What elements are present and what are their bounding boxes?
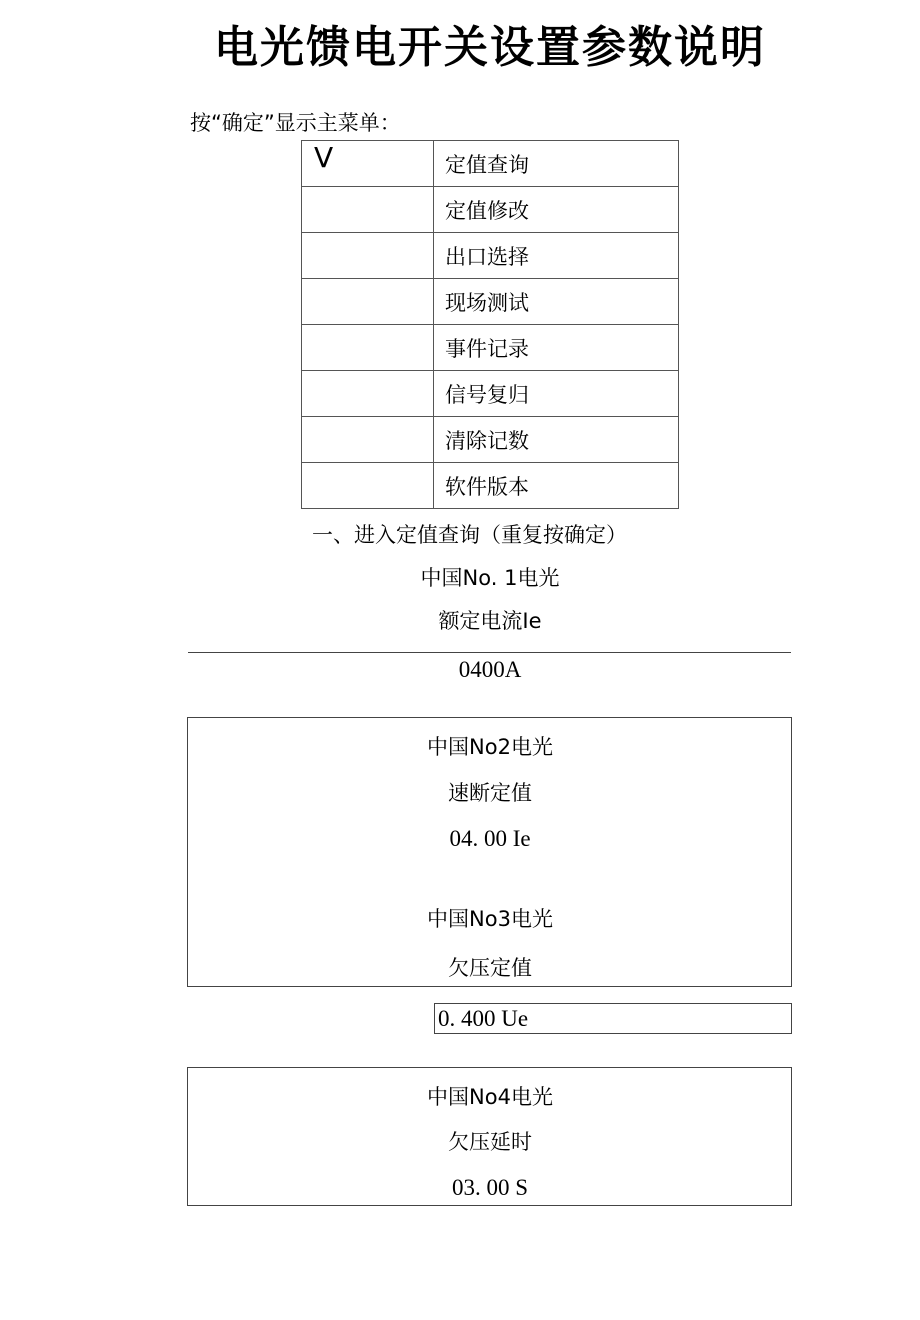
- no4-title: 中国No4电光: [427, 1085, 553, 1109]
- menu-row: [302, 463, 679, 509]
- no3-param: 欠压定值: [448, 956, 532, 980]
- no1-value: 0400A: [458, 657, 522, 682]
- no2-title: 中国No2电光: [427, 735, 553, 759]
- menu-row: [302, 417, 679, 463]
- menu-item-label: 信号复归: [434, 371, 679, 417]
- empty-cell: [302, 325, 434, 371]
- menu-item-label: 现场测试: [434, 279, 679, 325]
- menu-row: [302, 371, 679, 417]
- menu-row: [302, 233, 679, 279]
- no3-value: 0. 400 Ue: [438, 1006, 529, 1031]
- no3-value-box: [434, 1003, 792, 1034]
- no1-param: 额定电流Ie: [438, 609, 542, 633]
- check-mark: V: [302, 141, 434, 187]
- divider-line: [188, 652, 791, 653]
- menu-row: [302, 141, 679, 187]
- menu-item-label: 定值查询: [434, 141, 679, 187]
- no4-value: 03. 00 S: [451, 1175, 529, 1200]
- section-heading: 一、进入定值查询（重复按确定）: [312, 523, 627, 547]
- empty-cell: [302, 279, 434, 325]
- menu-item-label: 事件记录: [434, 325, 679, 371]
- empty-cell: [302, 187, 434, 233]
- menu-item-label: 软件版本: [434, 463, 679, 509]
- menu-row: [302, 187, 679, 233]
- no4-param: 欠压延时: [448, 1130, 532, 1154]
- menu-row: [302, 279, 679, 325]
- page-title: 电光馈电开关设置参数说明: [214, 22, 766, 73]
- empty-cell: [302, 417, 434, 463]
- main-menu-table: [301, 140, 679, 509]
- menu-item-label: 定值修改: [434, 187, 679, 233]
- intro-text: 按“确定”显示主菜单：: [190, 111, 401, 135]
- menu-item-label: 清除记数: [434, 417, 679, 463]
- empty-cell: [302, 233, 434, 279]
- empty-cell: [302, 463, 434, 509]
- no1-title: 中国No. 1电光: [420, 566, 560, 590]
- menu-item-label: 出口选择: [434, 233, 679, 279]
- no3-title: 中国No3电光: [427, 907, 553, 931]
- no2-param: 速断定值: [448, 781, 532, 805]
- no2-value: 04. 00 Ie: [449, 826, 531, 851]
- menu-row: [302, 325, 679, 371]
- empty-cell: [302, 371, 434, 417]
